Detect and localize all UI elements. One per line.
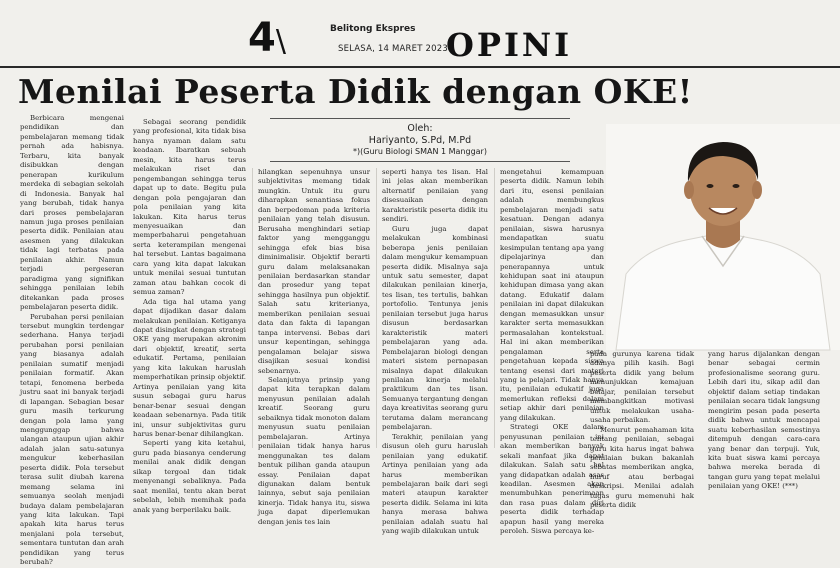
paragraph: mengetahui kemampuan peserta didik. Namun lebih dari itu, esensi penilaian adalah membungkus pembelajaran menjadi satu kesatuan. Dengan adanya penilaian, siswa harusnya mendapatkan suatu kesimpulan tentang apa yang dipelajarinya dan penerapannya untuk kehidupan saat ini ataupun kehidupan dimasa yang akan datang. Edukatif dalam penilaian ini dapat dilakukan dengan memasukkan unsur karakter serta memasukkan permasalahan kontekstual. Hal ini akan memberikan pengalaman serta pengetahuan kepada siswa tentang esensi dari materi yang ia pelajari. Tidak hanya itu, penilaian edukatif juga memerlukan refleksi dalam setiap akhir dari penilaian yang dilakukan. bbox=[500, 168, 604, 422]
paragraph: Seperti yang kita ketahui, guru pada biasanya cenderung menilai anak didik dengan sikap tergoal dan tidak menyenangi sebaliknya. Pada saat menilai, tentu akan berat sebelah, lebih memihak pada anak yang berperilaku baik. bbox=[133, 439, 246, 514]
paragraph: pada gurunya karena tidak adanya pilih kasih. Bagi peserta didik yang belum menunjukkan kemajuan belajar, penilaian tersebut membangkitkan motivasi untuk melakukan usaha-usaha perbaikan. bbox=[590, 350, 694, 425]
byline-label: Oleh: bbox=[407, 123, 433, 134]
paragraph: Sebagai seorang pendidik yang profesional, kita tidak bisa hanya nyaman dalam satu keadaan. Ibaratkan sebuah mesin, kita harus terus melakukan riset dan pengembangan sehingga terus dapat up to date. Begitu pula dengan pola pengajaran dan pola penilaian yang kita lakukan. Kita harus terus menyesuaikan dan memperbaharui pengetahuan serta keterampilan mengenai hal tersebut. Lantas bagaimana cara yang kita dapat lakukan untuk menilai sesuai tuntutan zaman atau bahkan cocok di semua zaman? bbox=[133, 118, 246, 297]
article-column-4 bbox=[382, 168, 488, 536]
column-divider bbox=[376, 168, 377, 448]
paragraph: Guru juga dapat melakukan kombinasi beberapa jenis penilaian dalam mengukur kemampuan peserta didik. Misalnya saja untuk satu semester, dapat dilakukan penilaian kinerja, tes lisan, tes tertulis, bahkan portofolio. Tentunya jenis penilaian tersebut juga harus disusun berdasarkan karakteristik materi pembelajaran yang ada. Pembelajaran biologi dengan materi sistem pernapasan misalnya dapat dilakukan penilaian kinerja melalui praktikum dan tes lisan. Semuanya tergantung dengan daya kreativitas seorang guru terutama dalam merancang pembelajaran. bbox=[382, 224, 488, 432]
paragraph: Ada tiga hal utama yang dapat dijadikan dasar dalam melakukan penilaian. Ketiganya dapat disingkat dengan strategi OKE yang merupakan akronim dari objektif, kreatif, serta edukatif. Pertama, penilaian yang kita lakukan haruslah memperhatikan prinsip objektif. Artinya penilaian yang kita susun sebagai guru harus benar-benar sesuai dengan keadaan sebenarnya. Pada titik ini, unsur subjektivitas guru harus benar-benar dihilangkan. bbox=[133, 297, 246, 438]
paragraph: seperti hanya tes lisan. Hal ini jelas akan memberikan alternatif penilaian yang disesuaikan dengan karakteristik peserta didik itu sendiri. bbox=[382, 168, 488, 224]
column-divider bbox=[252, 168, 253, 448]
newspaper-name: Belitong Ekspres bbox=[330, 24, 416, 34]
paragraph: Strategi OKE dalam penyusunan penilaian ini akan memberikan banyak sekali manfaat jika dapat dilakukan. Salah satu hal yang didapatkan adalah asas keadilan. Asesmen akan menumbuhkan penerimaan dan rasa puas dalam diri peserta didik terhadap apapun hasil yang mereka peroleh. Siswa percaya ke- bbox=[500, 423, 604, 536]
paragraph: yang harus dijalankan dengan benar sebagai cermin profesionalisme seorang guru. Lebih dari itu, sikap adil dan objektif dalam setiap tindakan penilaian secara tidak langsung mengirim pesan pada peserta didik bahwa untuk mencapai suatu keberhasilan semestinya ditempuh dengan cara-cara yang benar dan terpuji. Yuk, kita buat siswa kami percaya bahwa mereka berada di tangan guru yang tepat melalui penilaian yang OKE! (***) bbox=[708, 350, 820, 491]
author-portrait-illustration bbox=[606, 124, 840, 350]
paragraph: Terakhir, penilaian yang disusun oleh guru haruslah penilaian yang edukatif. Artinya penilaian yang ada harus memberikan pembelajaran baik dari segi materi ataupun karakter peserta didik. Selama ini kita hanya merasa bahwa penilaian adalah suatu hal yang wajib dilakukan untuk bbox=[382, 432, 488, 536]
page-header bbox=[0, 10, 840, 66]
page-number: 4\ bbox=[248, 15, 286, 61]
byline-box bbox=[270, 118, 570, 162]
article-column-7 bbox=[708, 350, 820, 491]
article-column-3 bbox=[258, 168, 370, 526]
article-column-2 bbox=[133, 118, 246, 514]
byline-author: Hariyanto, S.Pd, M.Pd bbox=[368, 135, 472, 146]
article-column-5 bbox=[500, 168, 604, 536]
paragraph: hilangkan sepenuhnya unsur subjektivitas memang tidak mungkin. Untuk itu guru diharapkan senantiasa fokus dan berpedoman pada kriteria penilaian yang telah disusun. Berusaha menghindari setiap faktor yang mengganggu sehingga efek bias bisa diminimalisir. Objektif berarti guru dalam melaksanakan penilaian berdasarkan standar dan prosedur yang tepat sehingga hasilnya pun objektif. Salah satu kriterianya, memberikan penilaian sesuai data dan fakta di lapangan tanpa intervensi. Bebas dari unsur kepentingan, sehingga pengalaman belajar siswa disajikan sesuai kondisi sebenarnya. bbox=[258, 168, 370, 375]
issue-date: SELASA, 14 MARET 2023 bbox=[338, 44, 448, 54]
header-rule bbox=[0, 66, 840, 68]
column-divider bbox=[494, 168, 495, 448]
paragraph: Selanjutnya prinsip yang dapat kita terapkan dalam menyusun penilaian adalah kreatif. Seorang guru sebaiknya tidak monoton dalam menyusun suatu penilaian pembelajaran. Artinya penilaian tidak hanya harus menggunakan tes dalam bentuk pilihan ganda ataupun essay. Penilaian dapat digunakan dalam bentuk lainnya, sebut saja penilaian kinerja. Tidak hanya itu, siswa juga dapat diperlemukan dengan jenis tes lain bbox=[258, 375, 370, 526]
paragraph: Perubahan persi penilaian tersebut mungkin terdengar sederhana. Hanya terjadi perubahan porsi penilaian yang biasanya adalah penilaian sumatif menjadi penilaian formatif. Akan tetapi, fenomena berbeda justru saat ini banyak terjadi di lapangan. Sebagian besar guru masih terkurung dengan pola lama yang menggunggap bahwa ulangan ataupun ujian akhir adalah jalan satu-satunya mengukur keberhasilan peserta didik. Pola tersebut terasa sulit diubah karena memang selama ini semuanya seolah menjadi budaya dalam pembelajaran yang kita lakukan. Tapi apakah kita harus terus menjalani pola tersebut, sementara tuntutan dan arah pendidikan yang terus berubah? bbox=[20, 312, 124, 567]
article-column-6 bbox=[590, 350, 694, 510]
author-photo bbox=[606, 124, 840, 350]
paragraph: Berbicara mengenai pendidikan dan pembelajaran memang tidak pernah ada habisnya. Terbaru, kita banyak disibukkan dengan penerapan kurikulum merdeka di sebagian sekolah di Indonesia. Banyak hal yang berubah, tidak hanya dari proses pembelajaran namun juga proses penilaian peserta didik. Penilaian atau asesmen yang dilakukan tidak lagi terbatas pada penilaian akhir. Namun terjadi pergeseran paradigma yang signifikan sehingga penilaian lebih ditekankan pada proses pembelajaran peserta didik. bbox=[20, 114, 124, 312]
section-title: OPINI bbox=[446, 26, 573, 64]
byline-affiliation: *)(Guru Biologi SMAN 1 Manggar) bbox=[353, 147, 487, 156]
paragraph: Menurut pemahaman kita tentang penilaian, sebagai guru kita harus ingat bahwa penilaian bukan bakanlah sebatas memberikan angka, huruf atau berbagai deskripsi. Menilai adalah tugas guru memenuhi hak peserta didik bbox=[590, 425, 694, 510]
article-column-1 bbox=[20, 114, 124, 567]
article-headline: Menilai Peserta Didik dengan OKE! bbox=[18, 72, 693, 111]
